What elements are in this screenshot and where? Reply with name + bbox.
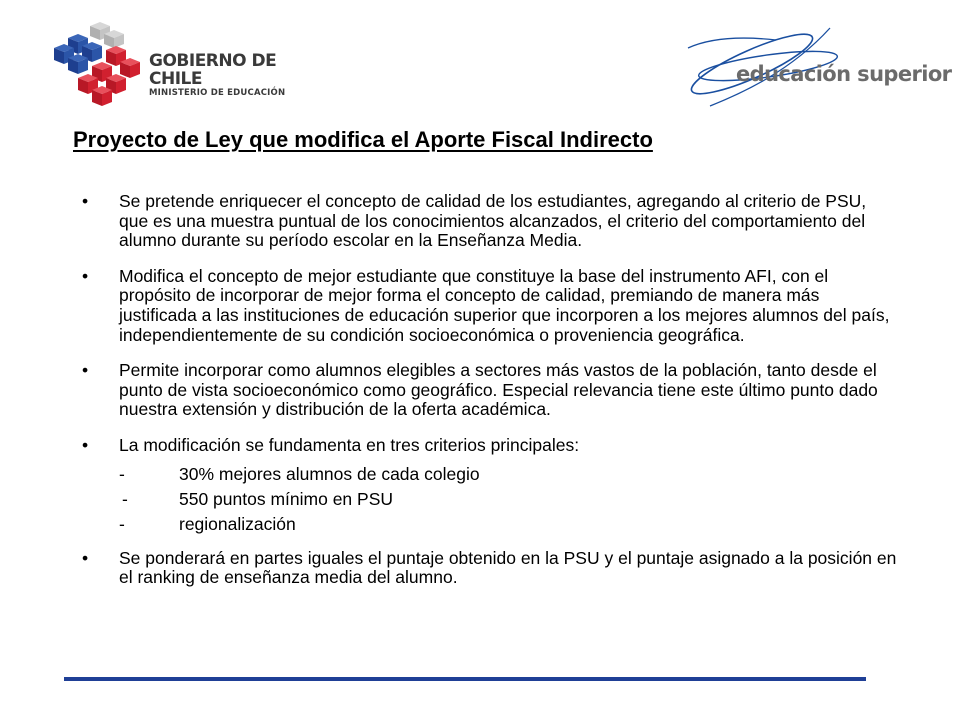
criteria-item: [82, 462, 902, 487]
chile-government-cubes-icon: [48, 22, 148, 110]
dash-marker: -: [119, 513, 125, 534]
footer-divider: [64, 677, 866, 681]
bullet-marker: •: [82, 360, 89, 381]
list-item: [82, 267, 902, 345]
bullet-text: Modifica el concepto de mejor estudiante que constituye la base del instrumento AFI, con el propósito de incorporar de mejor forma el concepto de calidad, premiando de manera más justificada a las instituciones de educación superior que incorporen a los mejores alumnos del país, independientemente de su condición socioeconómica o proveniencia geográfica.: [119, 265, 890, 345]
bullet-text: Se pretende enriquecer el concepto de calidad de los estudiantes, agregando al criterio de PSU, que es una muestra puntual de los conocimientos alcanzados, el criterio del comportamiento del alumno durante su período escolar en la Enseñanza Media.: [119, 191, 867, 251]
list-item: [82, 361, 902, 420]
list-item-criteria: [82, 436, 902, 456]
bullet-marker: •: [82, 547, 89, 568]
criteria-item: [82, 512, 902, 537]
bullet-marker: •: [82, 434, 89, 455]
criteria-text: 30% mejores alumnos de cada colegio: [179, 463, 480, 484]
educacion-superior-text: educación superior: [736, 62, 952, 86]
bullet-marker: •: [82, 191, 89, 211]
ministry-name: MINISTERIO DE EDUCACIÓN: [149, 88, 286, 98]
criteria-text: regionalización: [179, 513, 296, 534]
criteria-sublist: [82, 462, 902, 537]
criteria-text: 550 puntos mínimo en PSU: [179, 488, 394, 509]
bullet-marker: •: [82, 265, 89, 286]
gov-name: GOBIERNO DE CHILE: [149, 51, 277, 89]
criteria-intro: La modificación se fundamenta en tres criterios principales:: [119, 434, 580, 455]
criteria-item: [82, 487, 902, 512]
list-item: [82, 549, 902, 588]
gobierno-de-chile-logo: [48, 22, 308, 110]
educacion-superior-logo: [680, 24, 952, 114]
bullet-text: Permite incorporar como alumnos elegibles a sectores más vastos de la población, tanto desde el punto de vista socioeconómico como geográfico. Especial relevancia tiene este último punto dado nuestra extensión y distribución de la oferta académica.: [119, 360, 878, 420]
bullet-text: Se ponderará en partes iguales el puntaje obtenido en la PSU y el puntaje asignado a la posición en el ranking de enseñanza media del alumno.: [119, 547, 897, 588]
bullet-list: [82, 192, 902, 604]
gov-logo-text: [149, 52, 308, 99]
page-title: Proyecto de Ley que modifica el Aporte Fiscal Indirecto: [73, 127, 653, 152]
list-item: [82, 192, 902, 251]
dash-marker: -: [119, 463, 125, 484]
dash-marker: -: [122, 488, 128, 509]
